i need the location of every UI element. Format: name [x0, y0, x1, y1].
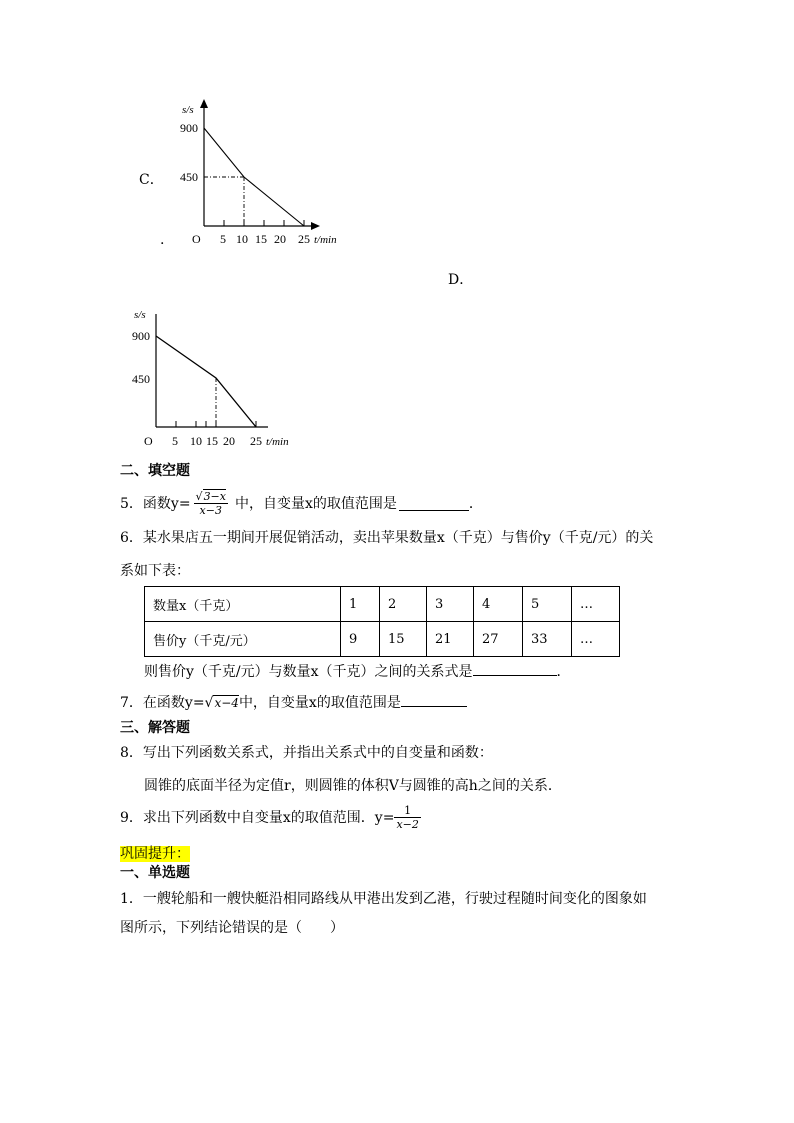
question-6-answer-line	[144, 661, 571, 682]
x-axis-label: t/min	[314, 234, 337, 246]
x-tick-label: 10	[190, 434, 202, 448]
table-cell: 数量x（千克）	[145, 587, 341, 622]
option-d-label: D．	[448, 272, 474, 288]
x-tick-label: 25	[298, 232, 310, 246]
option-c-label: C．	[139, 172, 164, 188]
origin-label: O	[192, 232, 201, 246]
table-row	[145, 622, 620, 657]
q9-numerator: 1	[394, 804, 420, 818]
question-5	[120, 490, 483, 517]
q5-numerator: 3−x	[203, 490, 226, 503]
y-axis-label: s/s	[134, 309, 146, 321]
question-8-line1: 8．写出下列函数关系式，并指出关系式中的自变量和函数：	[120, 745, 493, 761]
origin-label: O	[144, 434, 153, 448]
table-cell: 售价y（千克/元）	[145, 622, 341, 657]
x-tick-label: 10	[236, 232, 248, 246]
table-cell: 9	[341, 622, 380, 657]
price-table	[144, 586, 620, 657]
table-cell: 3	[427, 587, 474, 622]
section-heading: 一、单选题	[120, 865, 190, 881]
q5-denominator: x−3	[199, 504, 222, 517]
section-heading: 三、解答题	[120, 720, 190, 736]
q9-denominator: x−2	[396, 818, 419, 831]
distance-line	[156, 336, 256, 427]
q5-suffix: 中，自变量x的取值范围是	[234, 495, 397, 512]
q9-prefix: 9．求出下列函数中自变量x的取值范围．y=	[120, 809, 395, 826]
problem-1-line2: 图所示，下列结论错误的是（ ）	[120, 920, 344, 936]
q6-end: ．	[556, 664, 571, 680]
x-axis-label: t/min	[266, 436, 289, 448]
table-cell: 5	[523, 587, 572, 622]
x-tick-label: 20	[274, 232, 286, 246]
table-cell: 15	[380, 622, 427, 657]
x-tick-label: 5	[172, 434, 178, 448]
q6-after-text: 则售价y（千克/元）与数量x（千克）之间的关系式是	[144, 664, 473, 680]
question-6-line2: 系如下表：	[120, 563, 190, 579]
q7-answer-blank[interactable]	[401, 692, 467, 707]
section-heading: 二、填空题	[120, 463, 190, 479]
x-tick-label: 20	[223, 434, 235, 448]
graph-d	[122, 296, 312, 456]
y-tick-label: 450	[132, 372, 150, 386]
x-tick-label: 25	[250, 434, 262, 448]
question-9	[120, 804, 424, 831]
table-cell: 4	[474, 587, 523, 622]
q5-answer-blank[interactable]	[399, 496, 469, 511]
q9-fraction	[394, 804, 420, 831]
question-8-line2: 圆锥的底面半径为定值r，则圆锥的体积V与圆锥的高h之间的关系．	[144, 778, 562, 794]
x-tick-label: 15	[255, 232, 267, 246]
table-cell: 33	[523, 622, 572, 657]
question-7: 7．在函数y=√x−4中，自变量x的取值范围是	[120, 692, 467, 713]
table-cell: …	[572, 622, 620, 657]
y-axis-arrow	[200, 99, 208, 108]
consolidate-label	[120, 844, 190, 864]
problem-1-line1: 1．一艘轮船和一艘快艇沿相同路线从甲港出发到乙港，行驶过程随时间变化的图象如	[120, 891, 647, 907]
table-cell: 1	[341, 587, 380, 622]
table-row	[145, 587, 620, 622]
table-cell: 2	[380, 587, 427, 622]
y-tick-label: 900	[132, 329, 150, 343]
q5-prefix: 5．函数y=	[120, 495, 191, 512]
y-axis-label: s/s	[182, 104, 194, 116]
graph-c	[170, 95, 360, 255]
q7-suffix: 中，自变量x的取值范围是	[238, 695, 401, 711]
y-tick-label: 450	[180, 170, 198, 184]
x-tick-label: 15	[206, 434, 218, 448]
q7-radicand: x−4	[214, 696, 239, 710]
table-cell: 21	[427, 622, 474, 657]
q7-prefix: 7．在函数y=	[120, 695, 205, 711]
y-tick-label: 900	[180, 121, 198, 135]
stray-dot: .	[160, 232, 165, 248]
consolidate-highlight: 巩固提升：	[120, 846, 190, 862]
q5-fraction: $\frac{√3-x}{x-3}$	[195, 490, 226, 517]
x-axis-arrow	[311, 222, 320, 230]
question-6-line1: 6．某水果店五一期间开展促销活动，卖出苹果数量x（千克）与售价y（千克/元）的关	[120, 530, 654, 546]
table-cell: …	[572, 587, 620, 622]
table-cell: 27	[474, 622, 523, 657]
q6-answer-blank[interactable]	[473, 661, 557, 676]
x-tick-label: 5	[220, 232, 226, 246]
q5-end: ．	[468, 495, 483, 512]
